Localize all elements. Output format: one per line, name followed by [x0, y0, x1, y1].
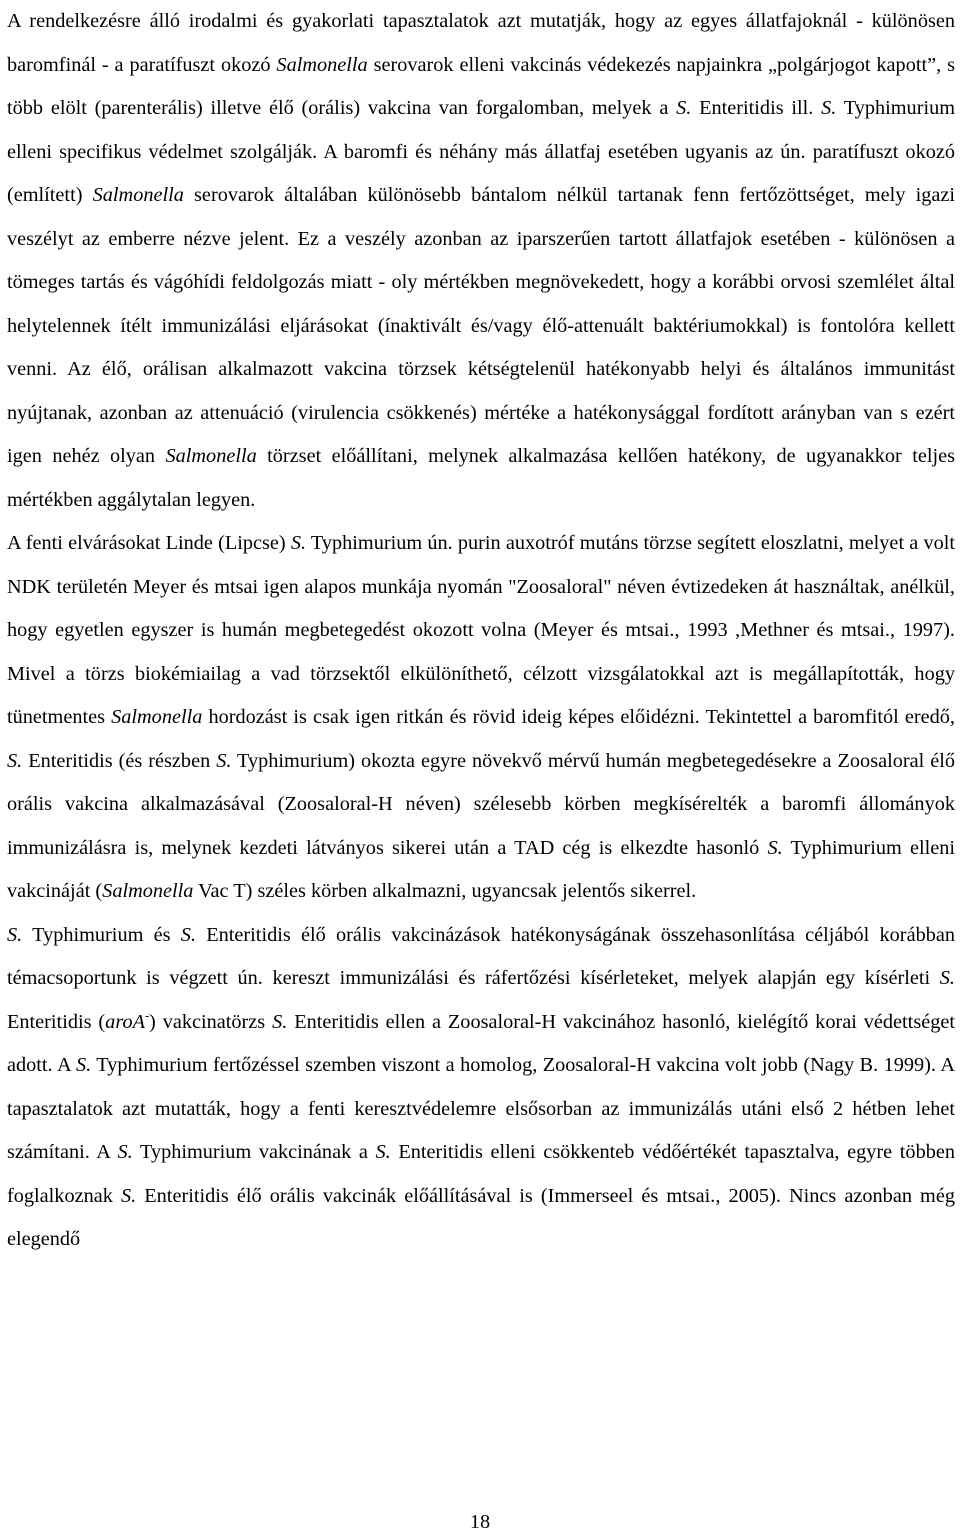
italic-run: Salmonella [102, 880, 194, 902]
text-run: Vac T) széles körben alkalmazni, ugyancsak jelentős sikerrel. [193, 880, 697, 902]
text-run: Enteritidis élő orális vakcinázások hatékonyságának összehasonlítása céljából korábban témacsoportunk is végzett ún. kereszt immunizálási és ráfertőzési kísérleteket, melyek alapján egy kísérleti [7, 923, 955, 989]
italic-run: S. [375, 1141, 391, 1163]
paragraph-3 [7, 924, 955, 1251]
text-run: Enteritidis elleni csökkenteb védőértékét tapasztalva, egyre többen foglalkoznak [7, 1141, 955, 1207]
italic-run: S. [939, 967, 955, 989]
text-run: Typhimurium vakcinának a [132, 1141, 376, 1163]
text-run: Typhimurium és [22, 923, 181, 946]
text-run: serovarok általában különösebb bántalom nélkül tartanak fenn fertőzöttséget, mely igazi veszélyt az emberre nézve jelent. Ez a veszély azonban az iparszerűen tartott állatfajok esetében - különösen a tömeges tartás és vágóhídi feldolgozás miatt - oly mértékben megnövekedett, hogy a korábbi orvosi szemlélet által helytelennek ítélt immunizálási eljárásokat (ínaktivált és/vagy élő-attenuált baktériumokkal) is fontolóra kellett venni. Az élő, orálisan alkalmazott vakcina törzsek kétségtelenül hatékonyabb helyi és általános immunitást nyújtanak, azonban az attenuáció (virulencia csökkenés) mértéke a hatékonysággal fordított arányban van s ezért igen nehéz olyan [7, 184, 956, 467]
text-run: Enteritidis ( [7, 1010, 106, 1033]
text-run: A fenti elvárásokat Linde (Lipcse) [7, 532, 291, 554]
italic-run: S. [216, 749, 232, 772]
text-run: Typhimurium elleni vakcináját ( [7, 836, 956, 902]
italic-run: S. [180, 923, 196, 946]
text-run: hordozást is csak igen ritkán és rövid ideig képes előidézni. Tekintettel a baromfitól eredő, [202, 706, 955, 728]
paragraph-1 [7, 10, 955, 511]
text-run: A rendelkezésre álló irodalmi és gyakorlati tapasztalatok azt mutatják, hogy az egyes állatfajoknál - különösen baromfinál - a paratífuszt okozó [7, 10, 955, 76]
text-run: Typhimurium elleni specifikus védelmet szolgálják. A baromfi és néhány más állatfaj esetében ugyanis az ún. paratífuszt okozó (említett) [7, 97, 955, 206]
italic-run: S. [767, 836, 783, 859]
text-run: ) vakcinatörzs [149, 1010, 273, 1033]
text-run: Enteritidis élő orális vakcinák előállításával is (Immerseel és mtsai., 2005). Nincs azonban még elegendő [7, 1184, 955, 1250]
italic-run: S. [75, 1054, 92, 1076]
superscript-run: - [144, 1007, 150, 1022]
text-run: Typhimurium) okozta egyre növekvő mérvű humán megbetegedésekre a Zoosaloral élő orális vakcina alkalmazásával (Zoosaloral-H néven) szélesebb körben megkísérelték a baromfi állományok immunizálásra is, melynek kezdeti látványos sikerei után a TAD cég is elkezdte hasonló [7, 749, 956, 859]
text-run: törzset előállítani, melynek alkalmazása kellően hatékony, de ugyanakkor teljes mértékben aggálytalan legyen. [7, 445, 955, 511]
body-text [7, 0, 955, 1262]
text-run: Typhimurium ún. purin auxotróf mutáns törzse segített eloszlatni, melyet a volt NDK területén Meyer és mtsai igen alapos munkája nyomán "Zoosaloral" néven évtizedeken át használtak, anélkül, hogy egyetlen egyszer is humán megbetegedést okozott volna (Meyer és mtsai., 1993 ,Methner és mtsai., 1997). Mivel a törzs biokémiailag a vad törzsektől elkülöníthető, célzott vizsgálatokkal azt is megállapították, hogy tünetmentes [7, 532, 955, 728]
italic-run: Salmonella [111, 706, 203, 728]
italic-run: Salmonella [165, 445, 257, 467]
paragraph-2 [7, 532, 955, 902]
text-run: Enteritidis ill. [691, 97, 822, 119]
italic-run: S. [7, 923, 23, 946]
text-run: Enteritidis ellen a Zoosaloral-H vakcinához hasonló, kielégítő korai védettséget adott. A [7, 1010, 955, 1076]
text-run: serovarok elleni vakcinás védekezés napjainkra „polgárjogot kapott”, s több elölt (parenterális) illetve élő (orális) vakcina van forgalomban, melyek a [7, 53, 955, 119]
italic-run: S. [117, 1141, 133, 1163]
italic-run: S. [120, 1184, 137, 1207]
italic-run: S. [290, 532, 307, 554]
italic-run: aroA [105, 1010, 145, 1033]
italic-run: S. [821, 97, 837, 119]
italic-run: S. [7, 749, 23, 772]
italic-run: S. [676, 97, 692, 119]
italic-run: S. [272, 1010, 288, 1033]
page-number: 18 [469, 1511, 491, 1533]
italic-run: Salmonella [276, 53, 368, 76]
text-run: Enteritidis (és részben [22, 749, 217, 772]
italic-run: Salmonella [92, 184, 184, 206]
text-run: Typhimurium fertőzéssel szemben viszont a homolog, Zoosaloral-H vakcina volt jobb (Nagy B. 1999). A tapasztalatok azt mutatták, hogy a fenti keresztvédelemre elsősorban az immunizálás utáni első 2 hétben lehet számítani. A [7, 1054, 955, 1163]
